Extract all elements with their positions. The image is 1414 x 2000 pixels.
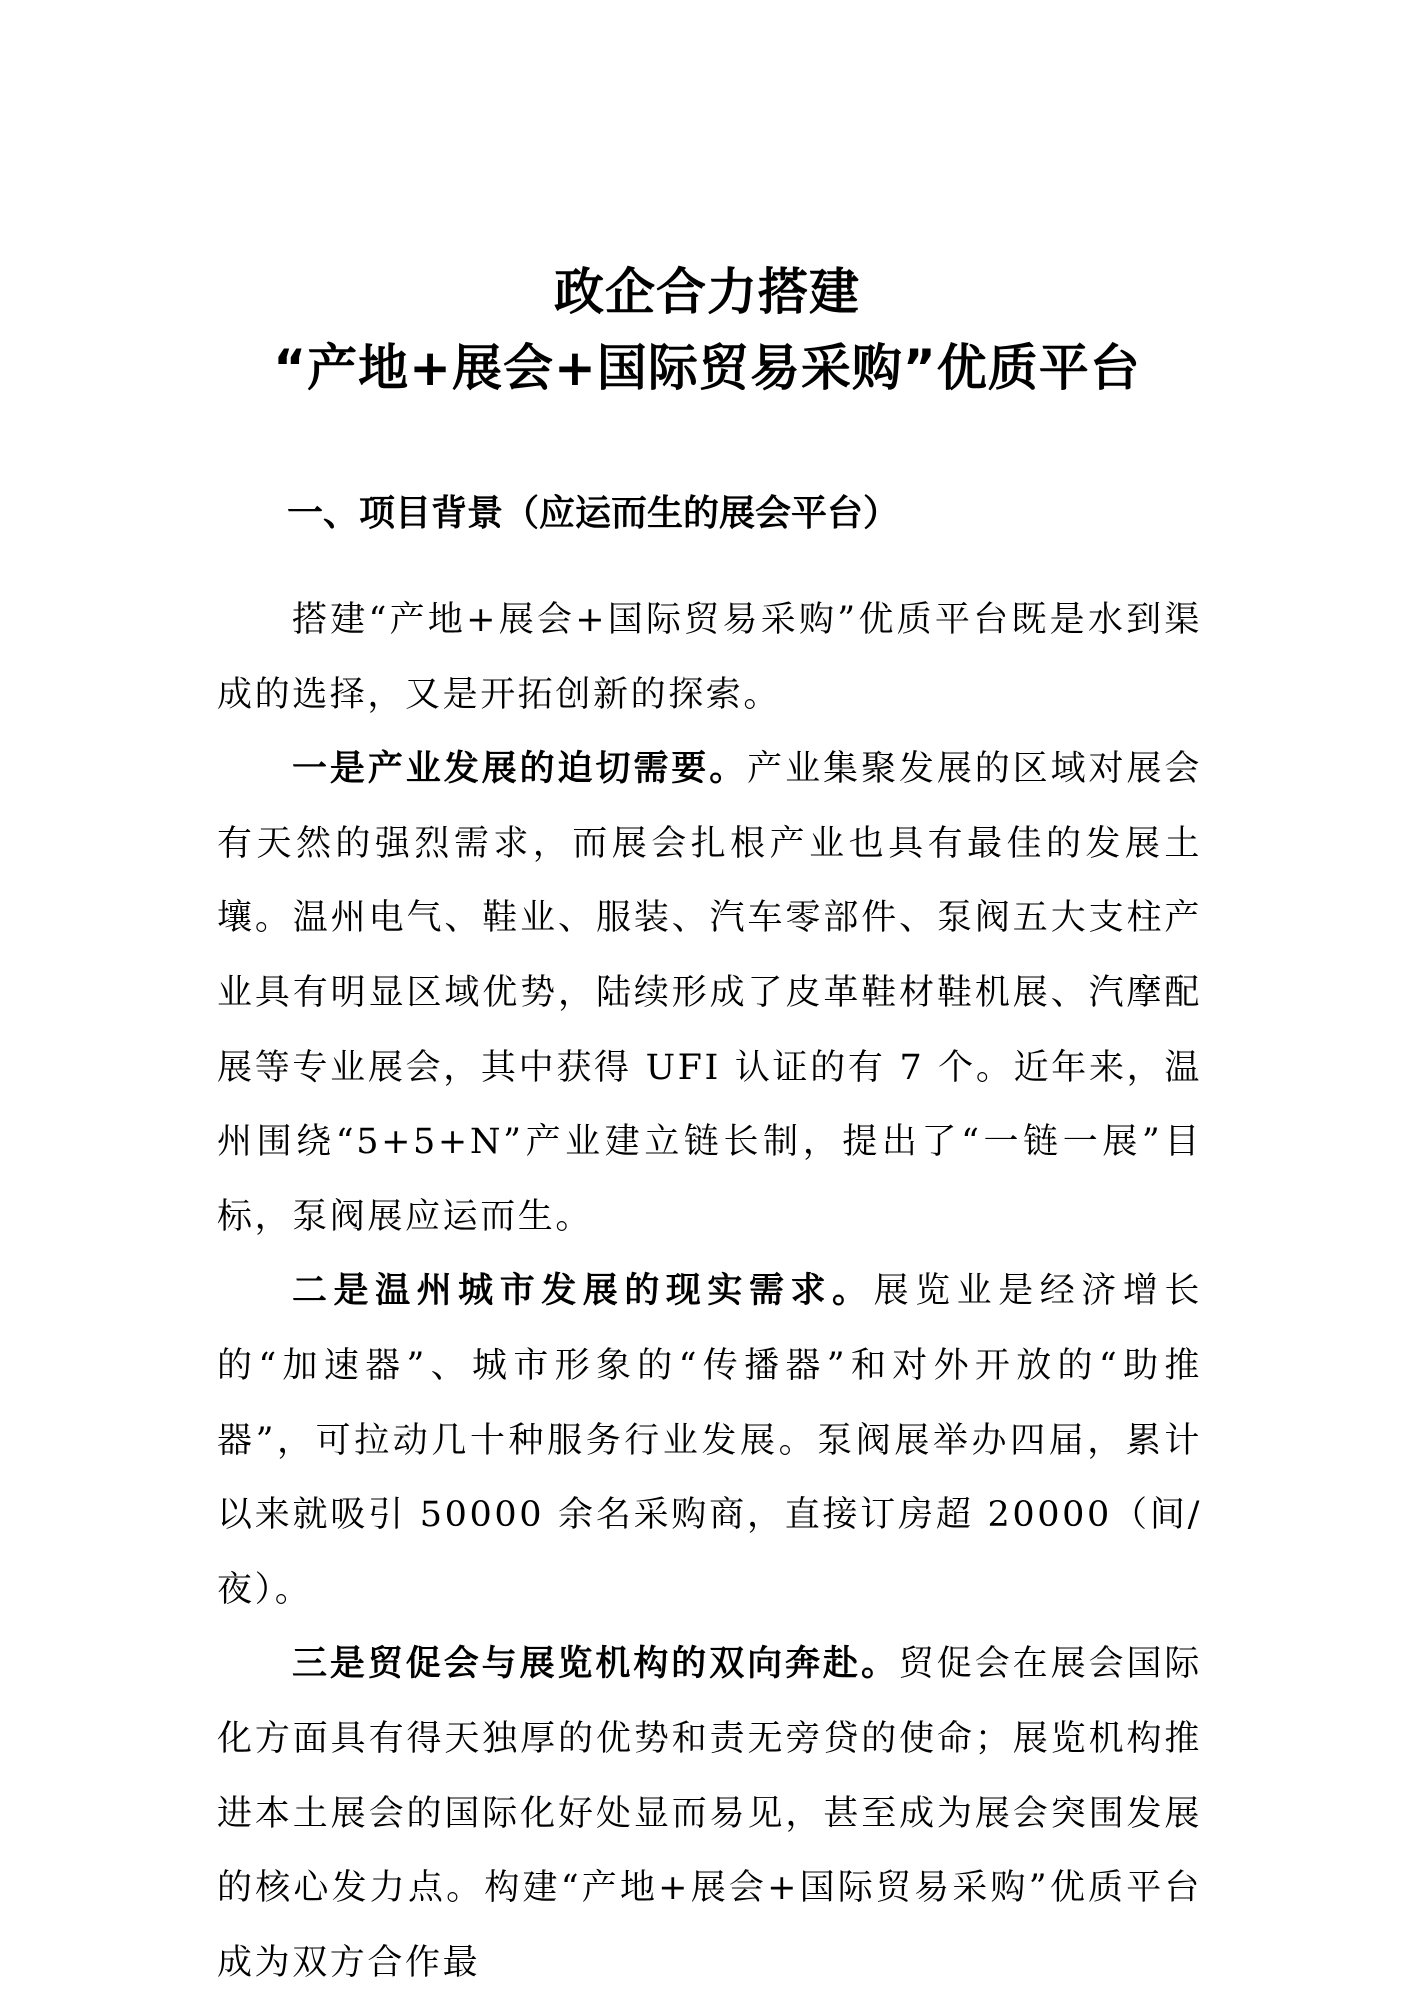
document-title-line-2: “产地+展会+国际贸易采购”优质平台 [273,339,1141,397]
section-heading: 一、项目背景（应运而生的展会平台） [287,493,900,534]
paragraph-city-need [217,1254,1202,1627]
paragraph-text: 产业集聚发展的区域对展会有天然的强烈需求，而展会扎根产业也具有最佳的发展土壤。温州电气、鞋业、服装、汽车零部件、泵阀五大支柱产业具有明显区域优势，陆续形成了皮革鞋材鞋机展、汽摩配展等专业展会，其中获得 UFI 认证的有 7 个。近年来，温州围绕“5+5+N”产业建立链长制，提出了“一链一展”目标，泵阀展应运而生。 [217,749,1203,1237]
paragraph-lead: 三是贸促会与展览机构的双向奔赴。 [292,1643,899,1685]
paragraph-industry-need [217,732,1202,1254]
paragraph-text: 搭建“产地+展会+国际贸易采购”优质平台既是水到渠成的选择，又是开拓创新的探索。 [217,600,1202,715]
paragraph-mutual-cooperation [217,1627,1202,2000]
paragraph-text: 贸促会在展会国际化方面具有得天独厚的优势和责无旁贷的使命；展览机构推进本土展会的国际化好处显而易见，甚至成为展会突围发展的核心发力点。构建“产地+展会+国际贸易采购”优质平台成为双方合作最 [217,1644,1202,1983]
paragraph-lead: 一是产业发展的迫切需要。 [292,748,748,790]
paragraph-lead: 二是温州城市发展的现实需求。 [292,1270,874,1312]
paragraph-text: 展览业是经济增长的“加速器”、城市形象的“传播器”和对外开放的“助推器”，可拉动几十种服务行业发展。泵阀展举办四届，累计以来就吸引 50000 余名采购商，直接订房超 20000（间/夜）。 [217,1271,1202,1610]
paragraph-intro [217,583,1202,732]
document-body [217,583,1202,2000]
document-title-line-1: 政企合力搭建 [554,263,860,321]
